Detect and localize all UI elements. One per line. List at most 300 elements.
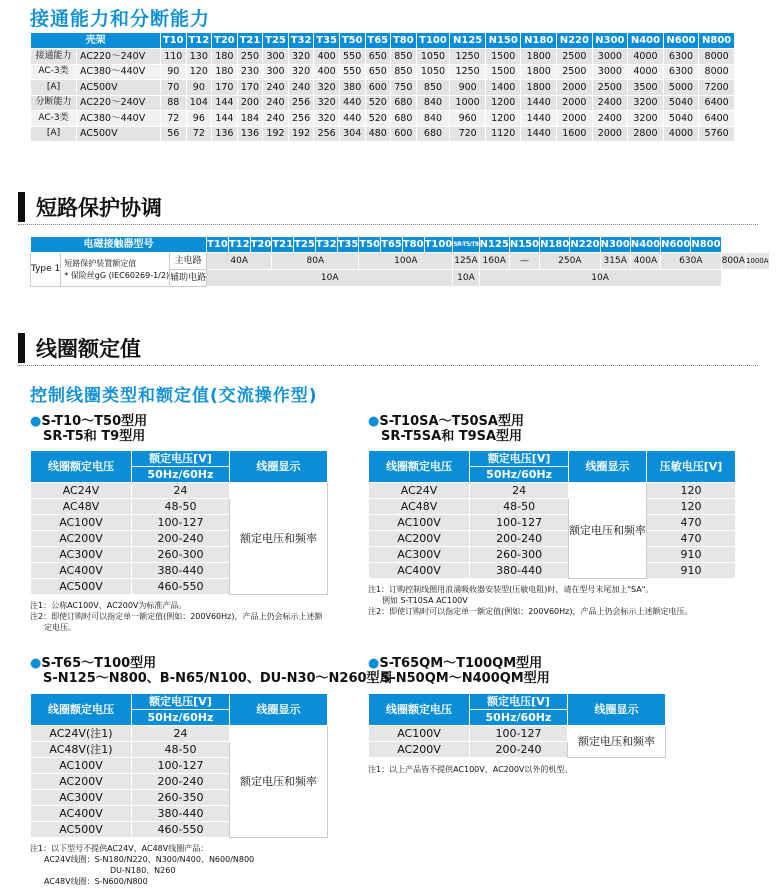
value-cell: 320 <box>314 111 340 127</box>
coil-table-1 <box>30 450 328 595</box>
column-header: T50 <box>339 33 365 49</box>
coil-table-4 <box>368 693 666 758</box>
column-header: N125 <box>479 237 509 253</box>
column-header: T21 <box>237 33 263 49</box>
header-coil-display: 线圈显示 <box>229 451 327 483</box>
coil-voltage-cell: AC200V <box>31 774 132 790</box>
column-header: N400 <box>628 33 664 49</box>
title-rule <box>18 224 758 225</box>
bullet-icon: ● <box>30 414 42 429</box>
value-cell: 90 <box>186 80 212 96</box>
value-cell: 136 <box>212 126 238 142</box>
value-cell: 2400 <box>592 95 628 111</box>
value-cell: 720 <box>450 126 486 142</box>
coil-voltage-cell: AC300V <box>369 547 470 563</box>
desc-line: * 保险丝gG (IEC60269-1/2) <box>64 270 170 280</box>
table-row <box>31 253 770 270</box>
header-frequency: 50Hz/60Hz <box>469 710 567 726</box>
coil-voltage-cell: AC48V <box>31 499 132 515</box>
value-cell: 2400 <box>592 111 628 127</box>
main-value: 80A <box>272 253 359 270</box>
value-cell: 70 <box>161 80 187 96</box>
main-value: 250A <box>540 253 601 270</box>
value-cell: 184 <box>237 111 263 127</box>
value-cell: 256 <box>288 95 314 111</box>
column-header: T12 <box>228 237 250 253</box>
column-header: T80 <box>402 237 424 253</box>
column-header: T65 <box>365 33 391 49</box>
header-varistor-voltage: 压敏电压[V] <box>647 451 736 483</box>
column-header: SR-T5/T9 <box>453 237 479 253</box>
table-header-corner: 电磁接触器型号 <box>31 237 207 253</box>
header-frequency: 50Hz/60Hz <box>131 710 229 726</box>
value-cell: 240 <box>288 80 314 96</box>
table-row <box>31 49 735 65</box>
coil-table-2 <box>368 450 736 579</box>
rated-voltage-cell: 24 <box>131 726 229 742</box>
value-cell: 440 <box>339 111 365 127</box>
value-cell: 750 <box>391 80 417 96</box>
value-cell: 72 <box>161 111 187 127</box>
coil-voltage-cell: AC24V(注1) <box>31 726 132 742</box>
table-row <box>369 726 666 742</box>
header-coil-voltage: 线圈额定电压 <box>31 451 132 483</box>
table-row <box>369 499 736 515</box>
value-cell: 1800 <box>521 64 557 80</box>
bullet-icon: ● <box>30 656 42 671</box>
table-row <box>31 483 328 499</box>
value-cell: 1050 <box>416 64 450 80</box>
coil-voltage-cell: AC200V <box>31 531 132 547</box>
rated-voltage-cell: 460-550 <box>131 822 229 838</box>
value-cell: 680 <box>391 95 417 111</box>
value-cell: 240 <box>263 80 289 96</box>
header-coil-voltage: 线圈额定电压 <box>369 694 470 726</box>
column-header: T12 <box>186 33 212 49</box>
column-header: T20 <box>212 33 238 49</box>
value-cell: 110 <box>161 49 187 65</box>
value-cell: 8000 <box>699 49 735 65</box>
note-line: DU-N180、N260 <box>110 866 176 875</box>
table-header-corner: 壳架 <box>31 33 161 49</box>
value-cell: 600 <box>391 126 417 142</box>
main-value: 125A <box>453 253 479 270</box>
main-value: 1000A <box>745 253 769 270</box>
value-cell: 480 <box>365 126 391 142</box>
value-cell: 170 <box>237 80 263 96</box>
coil-voltage-cell: AC400V <box>31 806 132 822</box>
varistor-cell: 120 <box>647 499 736 515</box>
value-cell: 320 <box>314 80 340 96</box>
value-cell: 1400 <box>485 80 521 96</box>
note-line: 注2：即使订购时可以指定单一额定值(例如：200V60Hz)，产品上仍会标示上述额 <box>30 612 323 621</box>
table-row <box>369 483 736 499</box>
header-frequency: 50Hz/60Hz <box>470 467 569 483</box>
value-cell: 72 <box>186 126 212 142</box>
column-header: N150 <box>485 33 521 49</box>
column-header: N125 <box>450 33 486 49</box>
value-cell: 520 <box>365 95 391 111</box>
column-header: T100 <box>424 237 453 253</box>
column-header: N600 <box>663 33 699 49</box>
rated-voltage-cell: 460-550 <box>131 579 229 595</box>
column-header: T32 <box>288 33 314 49</box>
table-row <box>31 64 735 80</box>
table-row <box>369 547 736 563</box>
value-cell: 104 <box>186 95 212 111</box>
column-header: T35 <box>314 33 340 49</box>
value-cell: 2800 <box>628 126 664 142</box>
coil-voltage-cell: AC200V <box>369 531 470 547</box>
value-cell: 250 <box>237 49 263 65</box>
value-cell: 3200 <box>628 95 664 111</box>
value-cell: 3200 <box>628 111 664 127</box>
header-coil-display: 线圈显示 <box>567 694 665 726</box>
value-cell: 88 <box>161 95 187 111</box>
main-value: 40A <box>207 253 272 270</box>
main-value: 800A <box>721 253 745 270</box>
value-cell: 6300 <box>663 49 699 65</box>
value-cell: 300 <box>263 49 289 65</box>
making-breaking-table <box>30 32 735 142</box>
column-header: N400 <box>630 237 660 253</box>
column-header: T21 <box>272 237 294 253</box>
main-value: — <box>509 253 539 270</box>
block3-heading: ●S-T65～T100型用 S-N125～N800、B-N65/N100、DU-N30～N260型用 <box>30 656 393 686</box>
voltage-label: AC500V <box>77 80 161 96</box>
voltage-label: AC220～240V <box>77 95 161 111</box>
value-cell: 4000 <box>628 64 664 80</box>
section-coil-ratings <box>18 331 141 365</box>
value-cell: 400 <box>314 49 340 65</box>
value-cell: 256 <box>288 111 314 127</box>
value-cell: 1500 <box>485 64 521 80</box>
row-group-label: AC-3类 <box>31 64 77 80</box>
rated-voltage-cell: 380-440 <box>131 806 229 822</box>
value-cell: 440 <box>339 95 365 111</box>
value-cell: 3000 <box>592 64 628 80</box>
header-rated-voltage: 额定电压[V] <box>131 451 229 467</box>
value-cell: 2000 <box>557 95 593 111</box>
desc-line: 短路保护装置额定值 <box>64 258 137 268</box>
rated-voltage-cell: 260-300 <box>470 547 569 563</box>
value-cell: 56 <box>161 126 187 142</box>
value-cell: 600 <box>365 80 391 96</box>
value-cell: 1440 <box>521 126 557 142</box>
main-value: 400A <box>630 253 660 270</box>
coil-voltage-cell: AC24V <box>369 483 470 499</box>
block4-notes <box>368 764 572 775</box>
header-rated-voltage: 额定电压[V] <box>469 694 567 710</box>
section-title-short-circuit: 短路保护协调 <box>36 196 162 220</box>
column-header: T80 <box>391 33 417 49</box>
value-cell: 1500 <box>485 49 521 65</box>
rated-voltage-cell: 200-240 <box>470 531 569 547</box>
column-header: N300 <box>600 237 630 253</box>
main-value: 160A <box>479 253 509 270</box>
voltage-label: AC220～240V <box>77 49 161 65</box>
value-cell: 5760 <box>699 126 735 142</box>
rated-voltage-cell: 100-127 <box>470 515 569 531</box>
voltage-label: AC380～440V <box>77 111 161 127</box>
column-header: N180 <box>521 33 557 49</box>
value-cell: 192 <box>288 126 314 142</box>
column-header: T20 <box>250 237 272 253</box>
note-line: 注1：订购控制线圈用浪涌吸收器安装型(压敏电阻)时，请在型号末尾加上"SA"。 <box>368 585 654 594</box>
column-header: T35 <box>337 237 359 253</box>
column-header: N800 <box>691 237 721 253</box>
value-cell: 2500 <box>557 64 593 80</box>
table-row <box>31 80 735 96</box>
value-cell: 7200 <box>699 80 735 96</box>
column-header: T10 <box>161 33 187 49</box>
value-cell: 680 <box>391 111 417 127</box>
varistor-cell: 470 <box>647 531 736 547</box>
value-cell: 1800 <box>521 80 557 96</box>
coil-voltage-cell: AC48V <box>369 499 470 515</box>
value-cell: 5040 <box>663 95 699 111</box>
value-cell: 170 <box>212 80 238 96</box>
value-cell: 2000 <box>557 80 593 96</box>
column-header: T32 <box>315 237 337 253</box>
column-header: N600 <box>661 237 691 253</box>
value-cell: 1440 <box>521 95 557 111</box>
row-group-label: AC-3类 <box>31 111 77 127</box>
row-group-label: [A] <box>31 80 77 96</box>
short-circuit-table <box>30 236 770 287</box>
value-cell: 130 <box>186 49 212 65</box>
row-group-label: [A] <box>31 126 77 142</box>
aux-value: 10A <box>479 270 721 287</box>
note-line: 例如 S-T10SA AC100V <box>382 596 468 605</box>
value-cell: 1050 <box>416 49 450 65</box>
value-cell: 320 <box>314 95 340 111</box>
table-row <box>31 126 735 142</box>
value-cell: 400 <box>314 64 340 80</box>
value-cell: 4000 <box>663 126 699 142</box>
aux-value: 10A <box>453 270 479 287</box>
value-cell: 1200 <box>485 95 521 111</box>
rated-voltage-cell: 48-50 <box>131 742 229 758</box>
row-group-label: 接通能力 <box>31 49 77 65</box>
coil-voltage-cell: AC100V <box>31 515 132 531</box>
value-cell: 1000 <box>450 95 486 111</box>
header-coil-display: 线圈显示 <box>229 694 327 726</box>
coil-voltage-cell: AC500V <box>31 579 132 595</box>
value-cell: 2500 <box>592 80 628 96</box>
protection-description <box>61 253 170 287</box>
title-bar-marker <box>18 333 25 363</box>
coil-table-3 <box>30 693 328 838</box>
value-cell: 120 <box>186 64 212 80</box>
coil-voltage-cell: AC300V <box>31 547 132 563</box>
coil-display-cell: 额定电压和频率 <box>229 726 327 838</box>
column-header: N220 <box>557 33 593 49</box>
value-cell: 300 <box>263 64 289 80</box>
main-circuit-label: 主电路 <box>170 253 207 270</box>
coil-display-cell: 额定电压和频率 <box>569 483 647 579</box>
value-cell: 550 <box>339 64 365 80</box>
note-line: 注2：即使订购时可以指定单一额定值(例如：200V60Hz)，产品上仍会标示上述额定电压。 <box>368 607 693 616</box>
main-value: 315A <box>600 253 630 270</box>
title-rule <box>18 365 758 366</box>
value-cell: 3000 <box>592 49 628 65</box>
note-line: 注1：公称AC100V、AC200V为标准产品。 <box>30 601 187 610</box>
column-header: T10 <box>207 237 229 253</box>
rated-voltage-cell: 48-50 <box>470 499 569 515</box>
header-coil-voltage: 线圈额定电压 <box>369 451 470 483</box>
coil-display-cell: 额定电压和频率 <box>229 483 327 595</box>
note-line: AC48V线圈：S-N600/N800 <box>44 877 148 886</box>
varistor-cell: 120 <box>647 483 736 499</box>
value-cell: 850 <box>391 49 417 65</box>
header-frequency: 50Hz/60Hz <box>131 467 229 483</box>
value-cell: 230 <box>237 64 263 80</box>
value-cell: 1600 <box>557 126 593 142</box>
table-row <box>31 95 735 111</box>
value-cell: 380 <box>339 80 365 96</box>
column-header: T100 <box>416 33 450 49</box>
value-cell: 1800 <box>521 49 557 65</box>
table-row <box>369 563 736 579</box>
value-cell: 850 <box>391 64 417 80</box>
rated-voltage-cell: 260-300 <box>131 547 229 563</box>
value-cell: 2000 <box>557 111 593 127</box>
note-line: 注1：以下型号不提供AC24V、AC48V线圈产品： <box>30 844 209 853</box>
coil-voltage-cell: AC24V <box>31 483 132 499</box>
column-header: T25 <box>263 33 289 49</box>
rated-voltage-cell: 200-240 <box>469 742 567 758</box>
value-cell: 180 <box>212 64 238 80</box>
header-coil-display: 线圈显示 <box>569 451 647 483</box>
value-cell: 240 <box>263 111 289 127</box>
note-line: 注1：以上产品皆不提供AC100V、AC200V以外的机型。 <box>368 765 573 774</box>
type-label: Type 1 <box>31 253 61 287</box>
value-cell: 144 <box>212 95 238 111</box>
main-value: 100A <box>359 253 453 270</box>
section-title-making-breaking: 接通能力和分断能力 <box>30 8 211 30</box>
coil-voltage-cell: AC100V <box>31 758 132 774</box>
rated-voltage-cell: 100-127 <box>131 515 229 531</box>
value-cell: 2500 <box>557 49 593 65</box>
value-cell: 256 <box>314 126 340 142</box>
header-rated-voltage: 额定电压[V] <box>470 451 569 467</box>
value-cell: 5040 <box>663 111 699 127</box>
value-cell: 650 <box>365 64 391 80</box>
value-cell: 840 <box>416 95 450 111</box>
value-cell: 680 <box>416 126 450 142</box>
section-short-circuit <box>18 190 162 224</box>
value-cell: 1440 <box>521 111 557 127</box>
rated-voltage-cell: 380-440 <box>470 563 569 579</box>
rated-voltage-cell: 100-127 <box>469 726 567 742</box>
table-row <box>31 111 735 127</box>
value-cell: 850 <box>416 80 450 96</box>
block2-notes <box>368 584 692 617</box>
value-cell: 90 <box>161 64 187 80</box>
column-header: N800 <box>699 33 735 49</box>
value-cell: 650 <box>365 49 391 65</box>
block1-notes <box>30 600 322 633</box>
header-coil-voltage: 线圈额定电压 <box>31 694 132 726</box>
title-bar-marker <box>18 192 25 222</box>
value-cell: 4000 <box>628 49 664 65</box>
block2-heading: ●S-T10SA～T50SA型用 SR-T5SA和 T9SA型用 <box>368 414 524 444</box>
row-group-label: 分断能力 <box>31 95 77 111</box>
block3-notes <box>30 843 254 887</box>
column-header: N220 <box>570 237 600 253</box>
value-cell: 1120 <box>485 126 521 142</box>
value-cell: 320 <box>288 49 314 65</box>
value-cell: 320 <box>288 64 314 80</box>
table-row <box>31 726 328 742</box>
main-value: 630A <box>661 253 722 270</box>
coil-voltage-cell: AC500V <box>31 822 132 838</box>
rated-voltage-cell: 100-127 <box>131 758 229 774</box>
value-cell: 2000 <box>592 126 628 142</box>
aux-value: 10A <box>207 270 453 287</box>
value-cell: 1250 <box>450 49 486 65</box>
column-header: N150 <box>509 237 539 253</box>
rated-voltage-cell: 380-440 <box>131 563 229 579</box>
column-header: T50 <box>359 237 381 253</box>
aux-circuit-label: 辅助电路 <box>170 270 207 287</box>
bullet-icon: ● <box>368 656 380 671</box>
value-cell: 144 <box>212 111 238 127</box>
value-cell: 96 <box>186 111 212 127</box>
value-cell: 900 <box>450 80 486 96</box>
coil-voltage-cell: AC100V <box>369 515 470 531</box>
value-cell: 136 <box>237 126 263 142</box>
table-row <box>369 515 736 531</box>
note-line: AC24V线圈：S-N180/N220、N300/N400、N600/N800 <box>44 855 255 864</box>
rated-voltage-cell: 24 <box>470 483 569 499</box>
value-cell: 1200 <box>485 111 521 127</box>
section-title-coil: 线圈额定值 <box>36 337 141 361</box>
voltage-label: AC500V <box>77 126 161 142</box>
column-header: T65 <box>381 237 403 253</box>
value-cell: 304 <box>339 126 365 142</box>
coil-voltage-cell: AC100V <box>369 726 470 742</box>
note-line: 定电压。 <box>44 623 76 632</box>
rated-voltage-cell: 260-350 <box>131 790 229 806</box>
block1-heading: ●S-T10～T50型用 SR-T5和 T9型用 <box>30 414 148 444</box>
value-cell: 8000 <box>699 64 735 80</box>
varistor-cell: 910 <box>647 563 736 579</box>
voltage-label: AC380～440V <box>77 64 161 80</box>
value-cell: 3500 <box>628 80 664 96</box>
value-cell: 6400 <box>699 95 735 111</box>
coil-display-cell: 额定电压和频率 <box>567 726 665 758</box>
column-header: N300 <box>592 33 628 49</box>
subsection-title-ac-coil: 控制线圈类型和额定值(交流操作型) <box>30 386 318 406</box>
rated-voltage-cell: 200-240 <box>131 774 229 790</box>
coil-voltage-cell: AC300V <box>31 790 132 806</box>
table-row <box>369 531 736 547</box>
value-cell: 180 <box>212 49 238 65</box>
value-cell: 240 <box>263 95 289 111</box>
rated-voltage-cell: 48-50 <box>131 499 229 515</box>
header-rated-voltage: 额定电压[V] <box>131 694 229 710</box>
coil-voltage-cell: AC400V <box>31 563 132 579</box>
value-cell: 200 <box>237 95 263 111</box>
value-cell: 6300 <box>663 64 699 80</box>
column-header: T25 <box>294 237 316 253</box>
value-cell: 840 <box>416 111 450 127</box>
column-header: N180 <box>540 237 570 253</box>
value-cell: 5000 <box>663 80 699 96</box>
value-cell: 550 <box>339 49 365 65</box>
